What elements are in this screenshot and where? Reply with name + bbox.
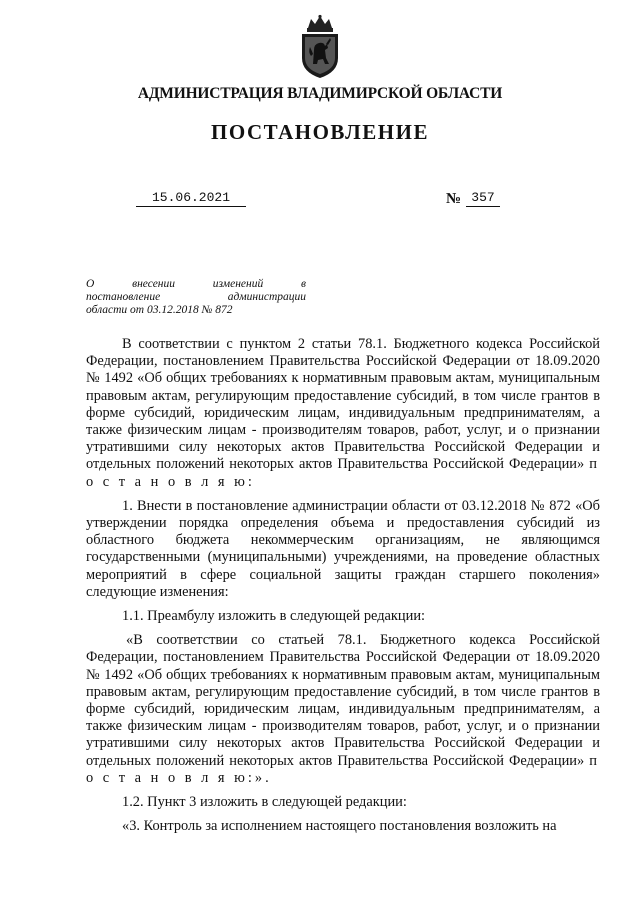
- preamble-text: В соответствии с пунктом 2 статьи 78.1. Бюджетного кодекса Российской Федерации, постановлением Правительства Российской Федерации от 18.09.2020 № 1492 «Об общих требованиях к нормативным правовым актам, муниципальным правовым актам, регулирующим предоставление субсидий, в том числе грантов в форме субсидий, юридическим лицам, индивидуальным предпринимателям, а также физическим лицам - производителям товаров, работ, услуг, и о признании утратившими силу некоторых актов Правительства Российской Федерации и отдельных положений некоторых актов Правительства Российской Федерации»: [86, 336, 600, 473]
- quoted-preamble-paragraph: [86, 632, 600, 787]
- clause-1-1-paragraph: 1.1. Преамбулу изложить в следующей редакции:: [122, 608, 426, 625]
- subject-line: области от 03.12.2018 № 872: [86, 304, 233, 316]
- document-subject: [86, 278, 306, 317]
- subject-line: постановление администрации: [86, 291, 306, 303]
- document-type-title: ПОСТАНОВЛЕНИЕ: [211, 120, 429, 144]
- resolve-phrase: п о с т а н о в л я ю:: [86, 456, 600, 490]
- quoted-preamble-text: «В соответствии со статьей 78.1. Бюджетного кодекса Российской Федерации, постановлением Правительства Российской Федерации от 18.09.2020 № 1492 «Об общих требованиях к нормативным правовым актам, муниципальным правовым актам, регулирующим предоставление субсидий, в том числе грантов в форме субсидий, юридическим лицам, индивидуальным предпринимателям, а также физическим лицам - производителям товаров, работ, услуг, и о признании утратившими силу некоторых актов Правительства Российской Федерации и отдельных положений некоторых актов Правительства Российской Федерации»: [86, 632, 600, 769]
- preamble-paragraph: [86, 336, 600, 491]
- document-number-label: №: [446, 191, 462, 207]
- organization-name: АДМИНИСТРАЦИЯ ВЛАДИМИРСКОЙ ОБЛАСТИ: [137, 85, 503, 102]
- clause-1-paragraph: 1. Внести в постановление администрации области от 03.12.2018 № 872 «Об утверждении порядка определения объема и предоставления субсидий из областного бюджета некоммерческим организациям, не являющимся государственными (муниципальными) учреждениями, на проведение областных мероприятий в сфере социальной защиты граждан старшего поколения» следующие изменения:: [86, 497, 600, 600]
- document-body: [86, 336, 600, 842]
- coat-of-arms-icon: [296, 14, 344, 80]
- clause-1-2-paragraph: 1.2. Пункт 3 изложить в следующей редакции:: [122, 794, 407, 811]
- quoted-clause-3-paragraph: «3. Контроль за исполнением настоящего постановления возложить на: [122, 818, 557, 835]
- quoted-resolve-phrase: п о с т а н о в л я ю:».: [86, 752, 600, 786]
- subject-line: О внесении изменений в: [86, 278, 306, 290]
- document-number: 357: [466, 190, 500, 207]
- document-date: 15.06.2021: [136, 190, 246, 207]
